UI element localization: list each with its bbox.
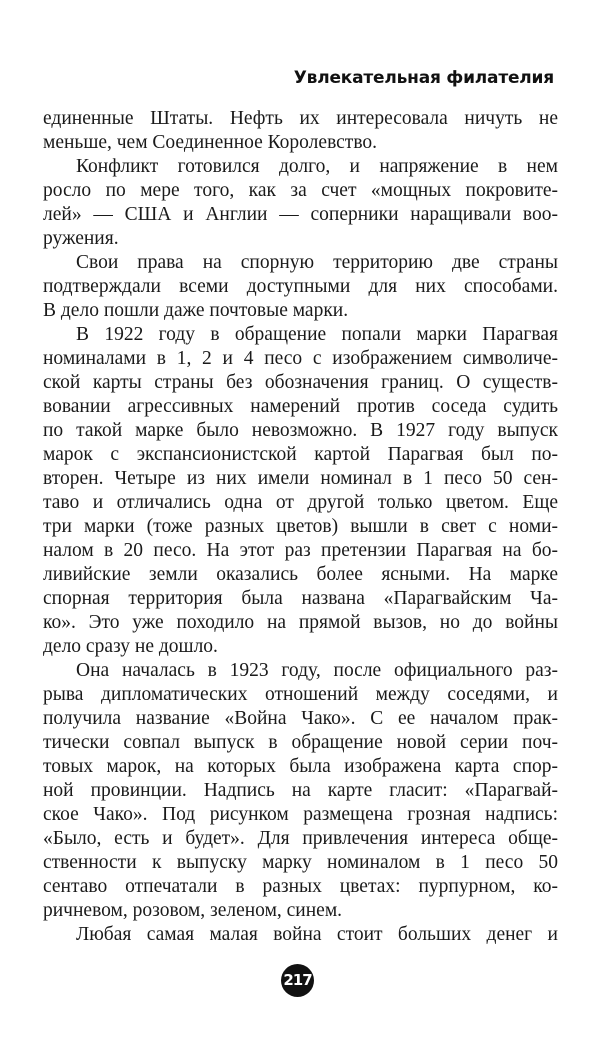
- text-line: по такой марке было невозможно. В 1927 году выпуск: [43, 420, 558, 441]
- paragraph: [43, 923, 558, 947]
- text-line: Свои права на спорную территорию две страны: [76, 252, 558, 273]
- paragraph: [43, 659, 558, 923]
- paragraph: [43, 323, 558, 659]
- paragraph: [43, 251, 558, 323]
- text-line: ко». Это уже походило на прямой вызов, но до войны: [43, 612, 558, 633]
- text-line: ливийские земли оказались более ясными. На марке: [43, 564, 558, 585]
- body-text: [43, 107, 558, 947]
- text-line: единенные Штаты. Нефть их интересовала ничуть не: [43, 108, 558, 129]
- text-line: ричневом, розовом, зеленом, синем.: [43, 900, 343, 921]
- text-line: тически совпал выпуск в обращение новой серии поч-: [43, 732, 558, 753]
- text-line: ружения.: [43, 228, 119, 249]
- text-line: Любая самая малая война стоит больших денег и: [76, 924, 558, 945]
- text-line: рыва дипломатических отношений между соседями, и: [43, 684, 558, 705]
- text-line: номиналами в 1, 2 и 4 песо с изображением символиче-: [43, 348, 558, 369]
- text-line: сентаво отпечатали в разных цветах: пурпурном, ко-: [43, 876, 558, 897]
- running-header: Увлекательная филателия: [293, 68, 554, 88]
- text-line: вовании агрессивных намерений против соседа судить: [43, 396, 558, 417]
- text-line: В дело пошли даже почтовые марки.: [43, 300, 349, 321]
- text-line: подтверждали всеми доступными для них способами.: [43, 276, 558, 297]
- text-line: три марки (тоже разных цветов) вышли в свет с номи-: [43, 516, 558, 537]
- text-line: Конфликт готовился долго, и напряжение в нем: [76, 156, 558, 177]
- text-line: дело сразу не дошло.: [43, 636, 218, 657]
- text-line: «Было, есть и будет». Для привлечения интереса обще-: [43, 828, 558, 849]
- text-line: марок с экспансионистской картой Парагвая был по-: [43, 444, 558, 465]
- text-line: спорная территория была названа «Парагвайским Ча-: [43, 588, 558, 609]
- text-line: росло по мере того, как за счет «мощных покровите-: [43, 180, 558, 201]
- paragraph: [43, 107, 558, 155]
- page-number: 217: [281, 964, 314, 997]
- text-line: ственности к выпуску марку номиналом в 1 песо 50: [43, 852, 558, 873]
- text-line: ское Чако». Под рисунком размещена грозная надпись:: [43, 804, 558, 825]
- text-line: вторен. Четыре из них имели номинал в 1 песо 50 сен-: [43, 468, 558, 489]
- text-line: получила название «Война Чако». С ее началом прак-: [43, 708, 558, 729]
- text-line: лей» — США и Англии — соперники наращивали воо-: [43, 204, 558, 225]
- text-line: меньше, чем Соединенное Королевство.: [43, 132, 378, 153]
- text-line: таво и отличались одна от другой только цветом. Еще: [43, 492, 558, 513]
- text-line: Она началась в 1923 году, после официального раз-: [76, 660, 558, 681]
- text-line: ской карты страны без обозначения границ. О существ-: [43, 372, 558, 393]
- text-line: ной провинции. Надпись на карте гласит: «Парагвай-: [43, 780, 558, 801]
- text-line: товых марок, на которых была изображена карта спор-: [43, 756, 558, 777]
- text-line: В 1922 году в обращение попали марки Парагвая: [76, 324, 558, 345]
- text-line: налом в 20 песо. На этот раз претензии Парагвая на бо-: [43, 540, 558, 561]
- paragraph: [43, 155, 558, 251]
